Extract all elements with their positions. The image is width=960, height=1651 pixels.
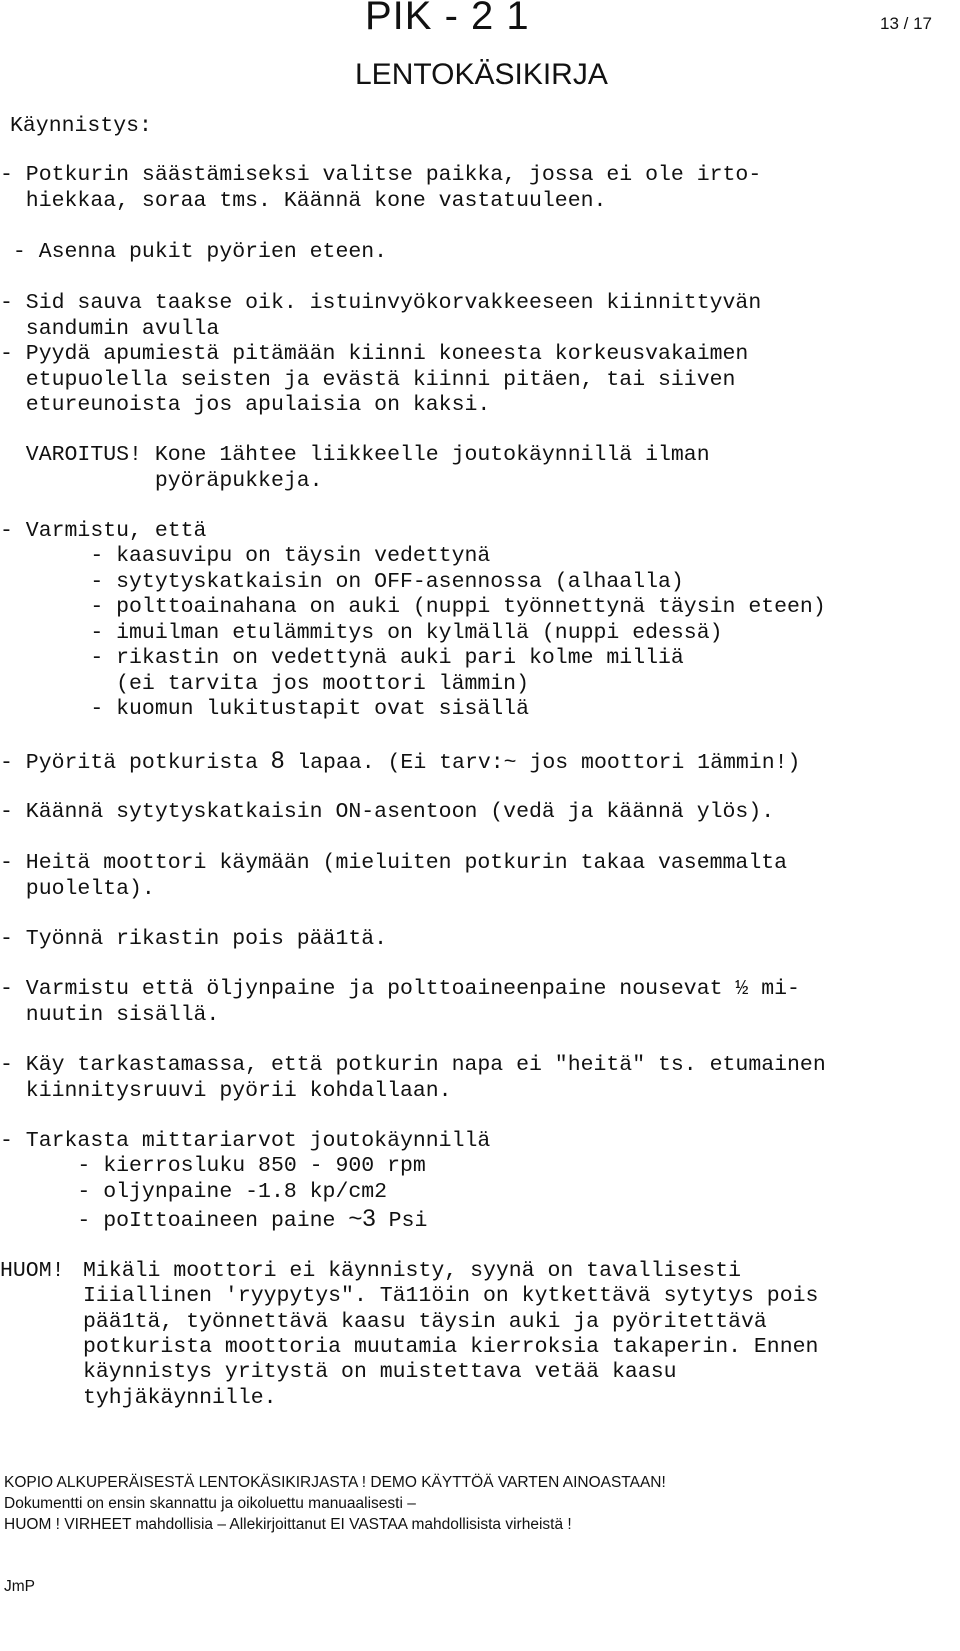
content-line: - Työnnä rikastin pois pää1tä.	[0, 927, 388, 951]
warning-line: VAROITUS! Kone 1ähtee liikkeelle joutokäynnillä ilman	[0, 443, 710, 467]
content-line	[0, 748, 800, 776]
page-number: 13 / 17	[880, 14, 932, 33]
checklist-item: - sytytyskatkaisin on OFF-asennossa (alhaalla)	[0, 570, 684, 594]
checklist-item: - polttoainahana on auki (nuppi työnnettynä täysin eteen)	[0, 595, 826, 619]
content-line: kiinnitysruuvi pyörii kohdallaan.	[0, 1079, 452, 1103]
note-line: käynnistys yritystä on muistettava vetää kaasu	[83, 1360, 677, 1384]
content-line: - Asenna pukit pyörien eteen.	[0, 240, 388, 264]
content-line: - Varmistu että öljynpaine ja polttoaineenpaine nousevat ½ mi-	[0, 977, 800, 1001]
content-line: etureunoista jos apulaisia on kaksi.	[0, 393, 491, 417]
content-line: hiekkaa, soraa tms. Käännä kone vastatuuleen.	[0, 189, 607, 213]
note-line: potkurista moottoria muutamia kierroksia takaperin. Ennen	[83, 1335, 819, 1359]
footer-disclaimer: HUOM ! VIRHEET mahdollisia – Allekirjoittanut EI VASTAA mahdollisista virheistä !	[4, 1516, 572, 1533]
text-run: - Pyöritä potkurista	[0, 751, 271, 775]
gauge-value-line: - kierrosluku 850 - 900 rpm	[0, 1154, 426, 1178]
section-heading: Käynnistys:	[10, 114, 152, 138]
footer-initials: JmP	[4, 1578, 35, 1595]
content-line: - Pyydä apumiestä pitämään kiinni koneesta korkeusvakaimen	[0, 342, 749, 366]
checklist-item: (ei tarvita jos moottori lämmin)	[0, 672, 529, 696]
content-line: - Sid sauva taakse oik. istuinvyökorvakkeeseen kiinnittyvän	[0, 291, 762, 315]
note-line: tyhjäkäynnille.	[83, 1386, 277, 1410]
content-line: - Tarkasta mittariarvot joutokäynnillä	[0, 1129, 491, 1153]
content-line: - Käy tarkastamassa, että potkurin napa ei "heitä" ts. etumainen	[0, 1053, 826, 1077]
text-run: lapaa. (Ei tarv:~ jos moottori 1ämmin!)	[284, 751, 801, 775]
note-line: pää1tä, työnnettävä kaasu täysin auki ja pyöritettävä	[83, 1310, 767, 1334]
content-line: - Varmistu, että	[0, 519, 207, 543]
note-label: HUOM!	[0, 1259, 65, 1283]
checklist-item: - kuomun lukitustapit ovat sisällä	[0, 697, 529, 721]
content-line: puolelta).	[0, 877, 155, 901]
note-line: Mikäli moottori ei käynnisty, syynä on tavallisesti	[83, 1259, 742, 1283]
text-run: - poIttoaineen paine	[0, 1209, 349, 1233]
content-line: - Heitä moottori käymään (mieluiten potkurin takaa vasemmalta	[0, 851, 788, 875]
footer-disclaimer: KOPIO ALKUPERÄISESTÄ LENTOKÄSIKIRJASTA ! DEMO KÄYTTÖÄ VARTEN AINOASTAAN!	[4, 1474, 666, 1491]
gauge-value-line: - oljynpaine -1.8 kp/cm2	[0, 1180, 388, 1204]
warning-line: pyöräpukkeja.	[0, 469, 323, 493]
content-line: sandumin avulla	[0, 317, 220, 341]
checklist-item: - rikastin on vedettynä auki pari kolme milliä	[0, 646, 684, 670]
document-title: PIK - 2 1	[365, 0, 530, 38]
checklist-item: - kaasuvipu on täysin vedettynä	[0, 544, 491, 568]
gauge-value-line	[0, 1206, 427, 1234]
content-line: nuutin sisällä.	[0, 1003, 220, 1027]
content-line: etupuolella seisten ja evästä kiinni pitäen, tai siiven	[0, 368, 736, 392]
content-line: - Potkurin säästämiseksi valitse paikka, jossa ei ole irto-	[0, 163, 762, 187]
blade-count: 8	[270, 747, 285, 774]
footer-disclaimer: Dokumentti on ensin skannattu ja oikoluettu manuaalisesti –	[4, 1495, 416, 1512]
fuel-pressure-value: ~3	[348, 1205, 376, 1232]
note-line: Iiiallinen 'ryypytys". Tä11öin on kytkettävä sytytys pois	[83, 1284, 819, 1308]
text-run: Psi	[375, 1209, 428, 1233]
content-line: - Käännä sytytyskatkaisin ON-asentoon (vedä ja käännä ylös).	[0, 800, 775, 824]
document-subtitle: LENTOKÄSIKIRJA	[355, 58, 608, 91]
checklist-item: - imuilman etulämmitys on kylmällä (nuppi edessä)	[0, 621, 723, 645]
